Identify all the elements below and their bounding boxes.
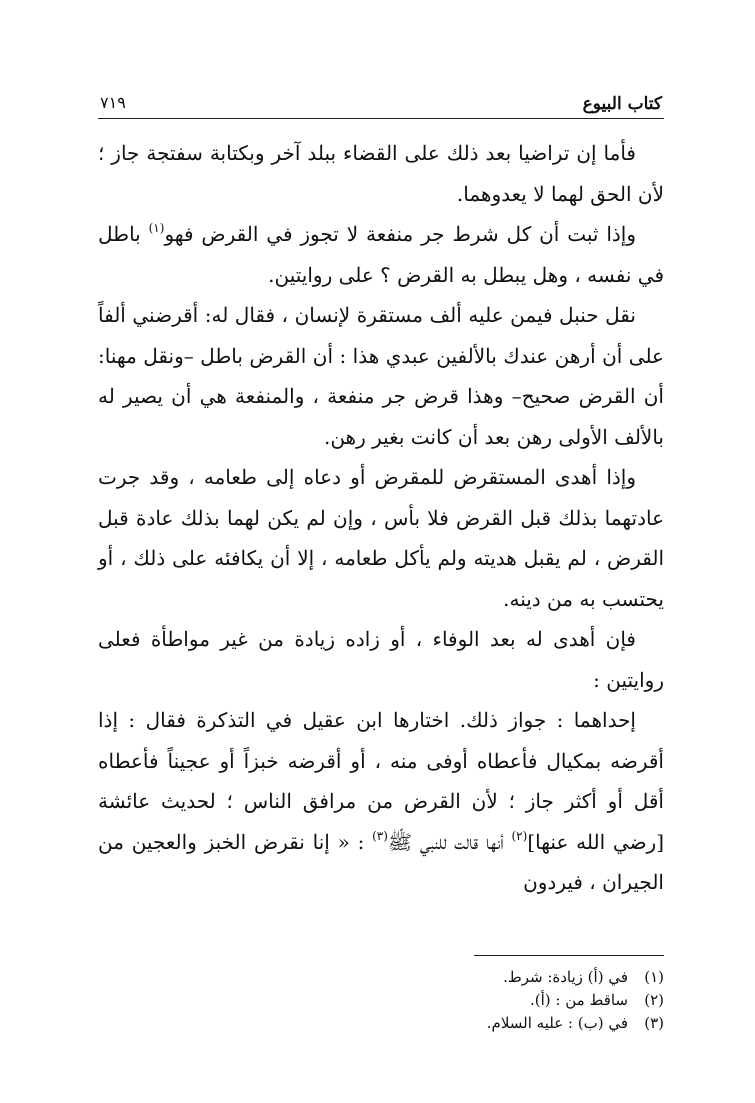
paragraph: فإن أهدى له بعد الوفاء ، أو زاده زيادة من غير مواطأة فعلى روايتين : <box>98 627 664 692</box>
footnotes <box>98 966 664 1035</box>
footnote-text: في (ب) : عليه السلام. <box>486 1014 628 1032</box>
main-text <box>98 133 664 903</box>
paragraph: فأما إن تراضيا بعد ذلك على القضاء ببلد آخر وبكتابة سفتجة جاز ؛ لأن الحق لهما لا يعدوهما. <box>98 141 664 206</box>
document-page <box>98 78 664 1078</box>
footnote-number: (٢) <box>644 991 664 1009</box>
paragraph: نقل حنبل فيمن عليه ألف مستقرة لإنسان ، فقال له: أقرضني ألفاً على أن أرهن عندك بالألفين عبدي هذا : أن القرض باطل –ونقل مهنا: أن القرض صحيح– وهذا قرض جر منفعة ، والمنفعة هي أن يصير له بالألف الأولى رهن بعد أن كانت بغير رهن. <box>98 303 664 449</box>
running-header <box>98 78 664 119</box>
paragraph-text: أنها قالت للنبي ﷺ <box>387 829 512 854</box>
footnote-reference[interactable]: (١) <box>148 221 165 235</box>
page-number: ٧١٩ <box>100 93 126 112</box>
footnote-divider <box>474 955 664 956</box>
paragraph-text: : « إنا نقرض الخبز والعجين من الجيران ، فيردون <box>98 829 664 894</box>
paragraph <box>98 700 664 903</box>
footnote-text: ساقط من : (أ). <box>530 991 628 1009</box>
paragraph: وإذا أهدى المستقرض للمقرض أو دعاه إلى طعامه ، وقد جرت عادتهما بذلك قبل القرض فلا بأس ، وإن لم يكن لهما بذلك عادة قبل القرض ، لم يقبل هديته ولم يأكل طعامه ، إلا أن يكافئه على ذلك ، أو يحتسب به من دينه. <box>98 465 665 611</box>
paragraph <box>98 214 664 295</box>
footnote-number: (١) <box>644 968 664 986</box>
footnote-text: في (أ) زيادة: شرط. <box>503 968 628 986</box>
footnote <box>98 989 664 1012</box>
book-title: كتاب البيوع <box>582 94 662 114</box>
footnote <box>98 1012 664 1035</box>
paragraph-text: إحداهما : جواز ذلك. اختارها ابن عقيل في التذكرة فقال : إذا أقرضه بمكيال فأعطاه أوفى منه ، أو أقرضه خبزاً أو عجيناً فأعطاه أقل أو أكثر جاز ؛ لأن القرض من مرافق الناس ؛ لحديث عائشة [رضي الله عنها] <box>98 708 665 854</box>
footnote-number: (٣) <box>644 1014 664 1032</box>
footnote-reference[interactable]: (٢) <box>511 828 528 843</box>
paragraph-text: باطل في نفسه ، وهل يبطل به القرض ؟ على روايتين. <box>98 222 664 287</box>
footnote-reference[interactable]: (٣) <box>372 828 388 843</box>
paragraph-text: وإذا ثبت أن كل شرط جر منفعة لا تجوز في القرض فهو <box>164 222 636 246</box>
footnote <box>98 966 664 989</box>
